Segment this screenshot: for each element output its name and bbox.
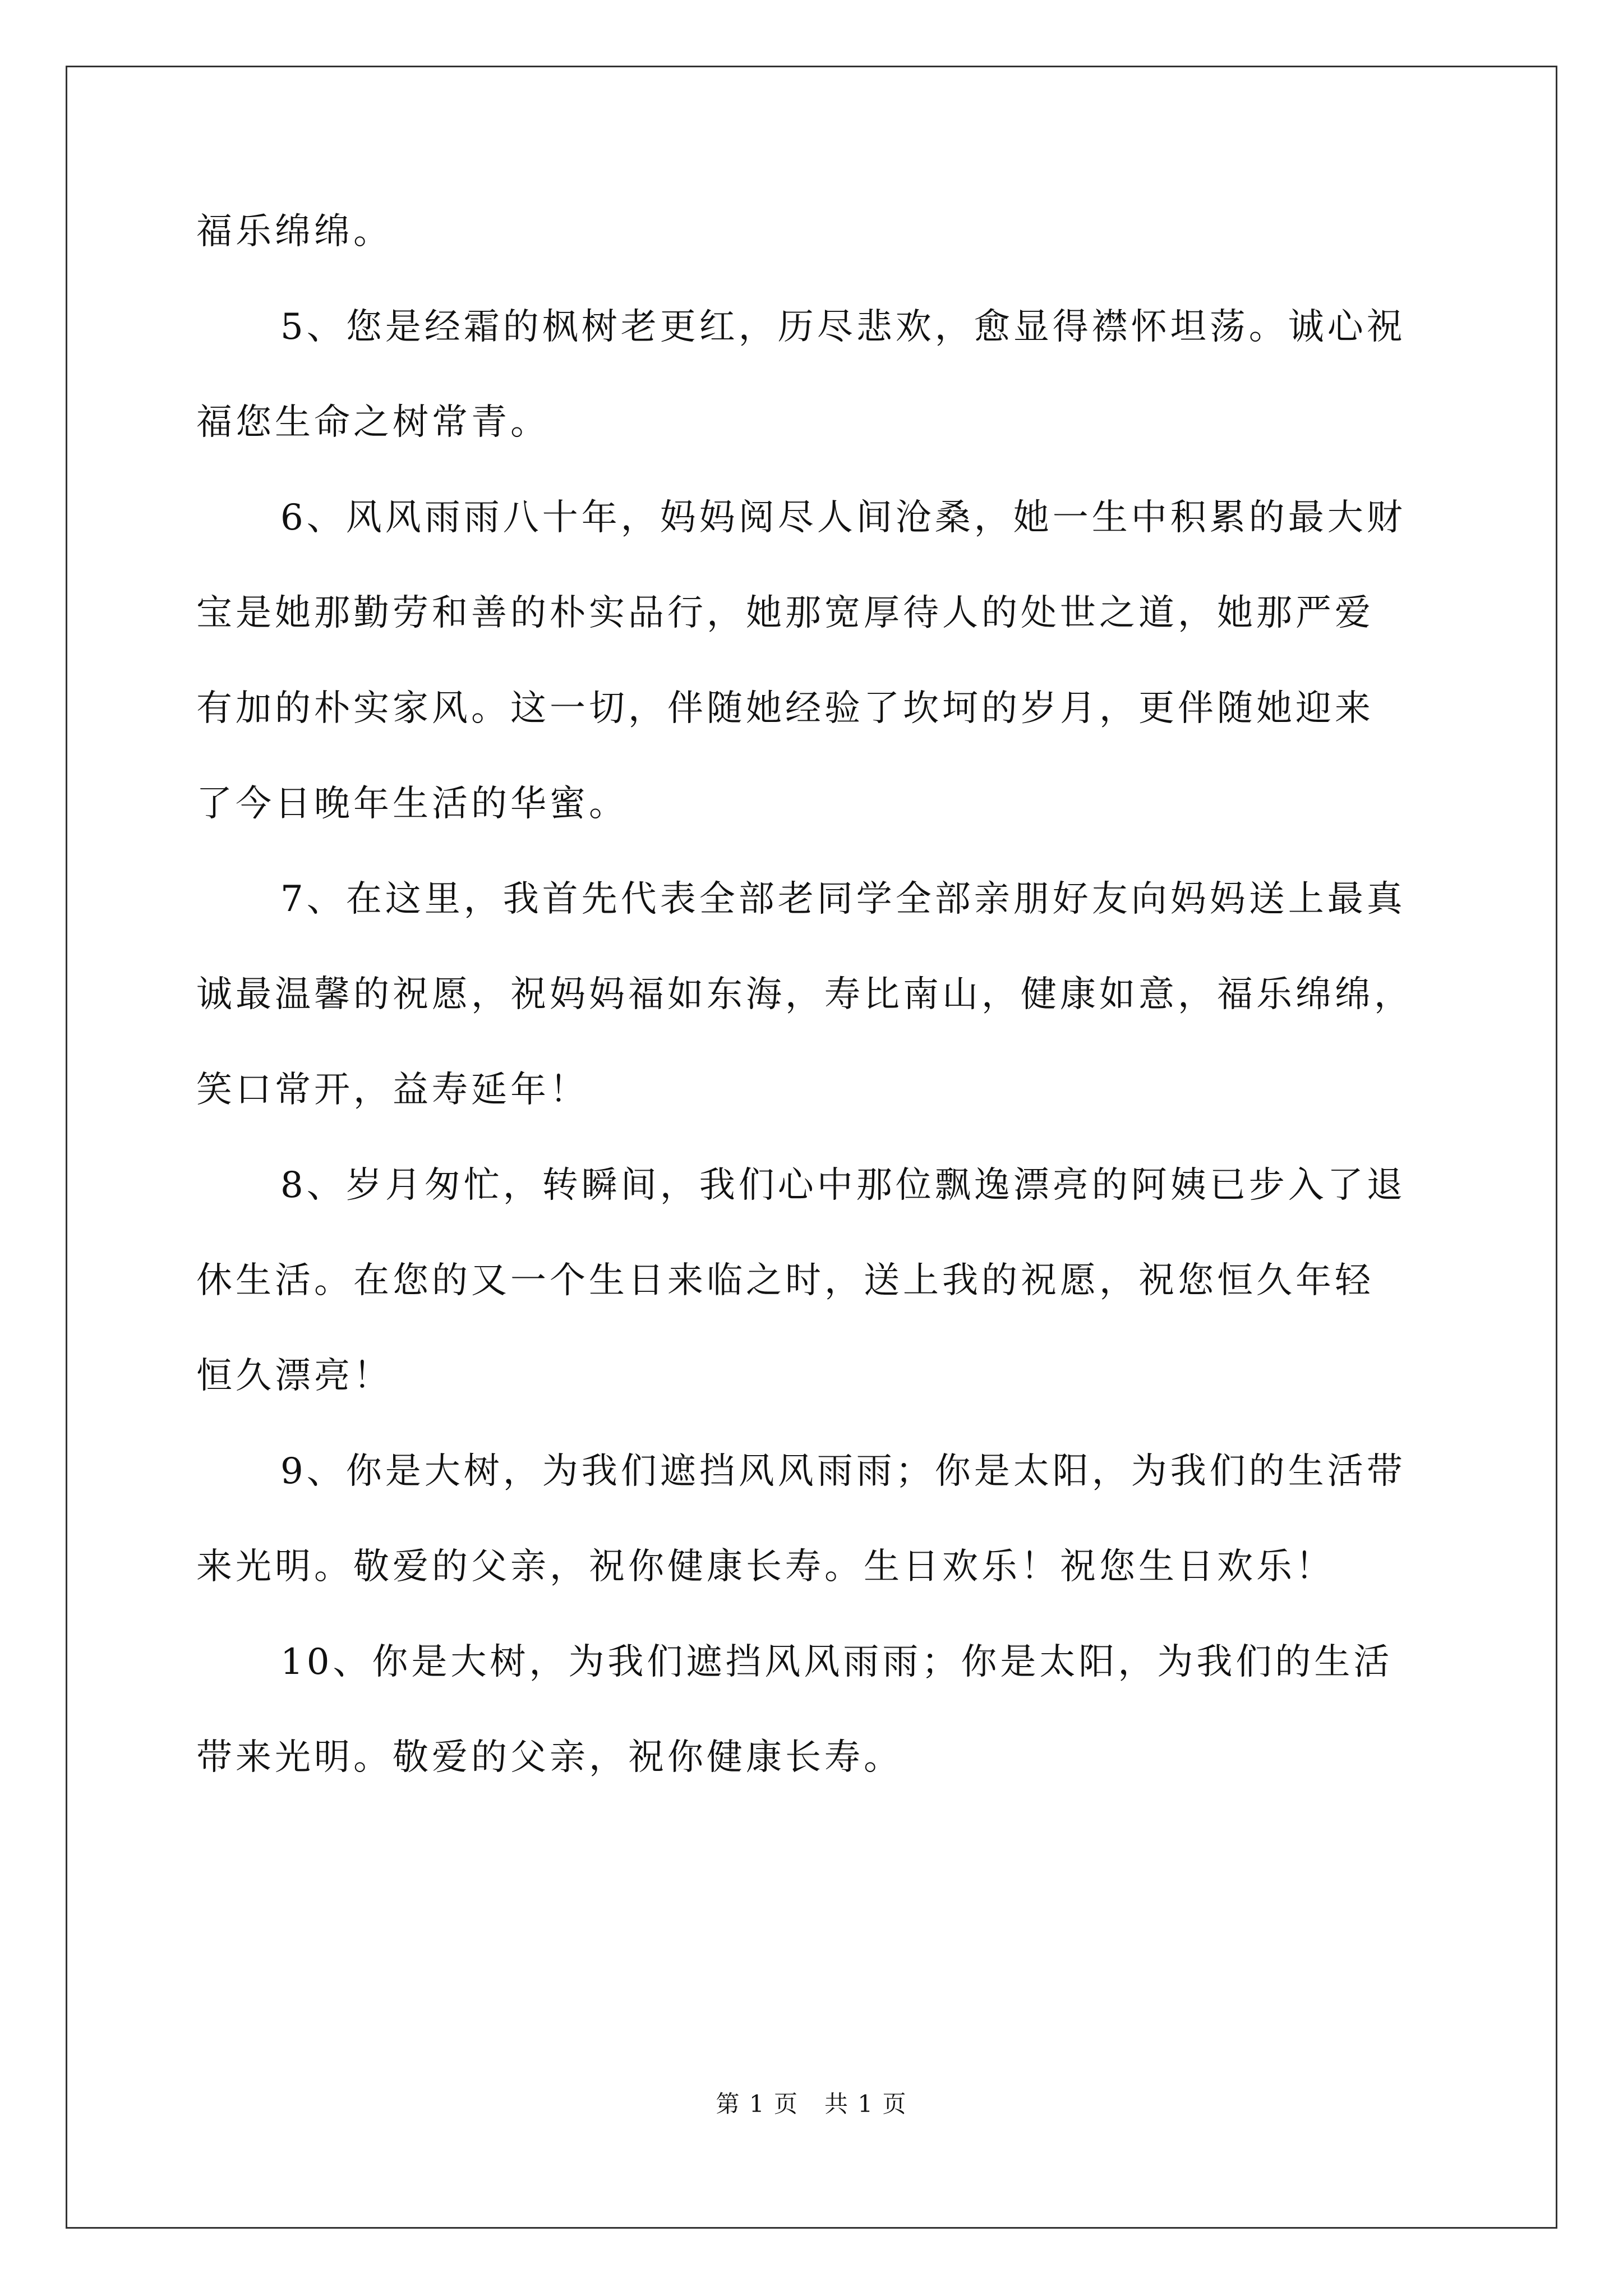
text-line: 带来光明。敬爱的父亲，祝你健康长寿。 [196, 1737, 903, 1778]
text-line: 有加的朴实家风。这一切，伴随她经验了坎坷的岁月，更伴随她迎来 [196, 688, 1374, 729]
text-line: 7、在这里，我首先代表全部老同学全部亲朋好友向妈妈送上最真 [280, 878, 1406, 920]
text-line: 6、风风雨雨八十年，妈妈阅尽人间沧桑，她一生中积累的最大财 [280, 497, 1406, 539]
text-line: 8、岁月匆忙，转瞬间，我们心中那位飘逸漂亮的阿姨已步入了退 [280, 1165, 1406, 1206]
text-line: 恒久漂亮！ [196, 1355, 393, 1397]
page-footer: 第 1 页 共 1 页 [716, 2090, 907, 2118]
text-line: 福您生命之树常青。 [196, 402, 550, 443]
text-line: 5、您是经霜的枫树老更红，历尽悲欢，愈显得襟怀坦荡。诚心祝 [280, 306, 1406, 348]
text-line: 福乐绵绵。 [196, 211, 393, 252]
text-line: 宝是她那勤劳和善的朴实品行，她那宽厚待人的处世之道，她那严爱 [196, 592, 1374, 634]
text-line: 笑口常开，益寿延年！ [196, 1069, 589, 1111]
text-line: 9、你是大树，为我们遮挡风风雨雨；你是太阳，为我们的生活带 [280, 1451, 1406, 1492]
text-line: 诚最温馨的祝愿，祝妈妈福如东海，寿比南山，健康如意，福乐绵绵， [196, 974, 1413, 1015]
document-body [196, 184, 1430, 1805]
text-line: 了今日晚年生活的华蜜。 [196, 783, 628, 825]
text-line: 10、你是大树，为我们遮挡风风雨雨；你是太阳，为我们的生活 [280, 1641, 1393, 1683]
text-line: 来光明。敬爱的父亲，祝你健康长寿。生日欢乐！祝您生日欢乐！ [196, 1546, 1335, 1588]
text-line: 休生活。在您的又一个生日来临之时，送上我的祝愿，祝您恒久年轻 [196, 1260, 1374, 1301]
